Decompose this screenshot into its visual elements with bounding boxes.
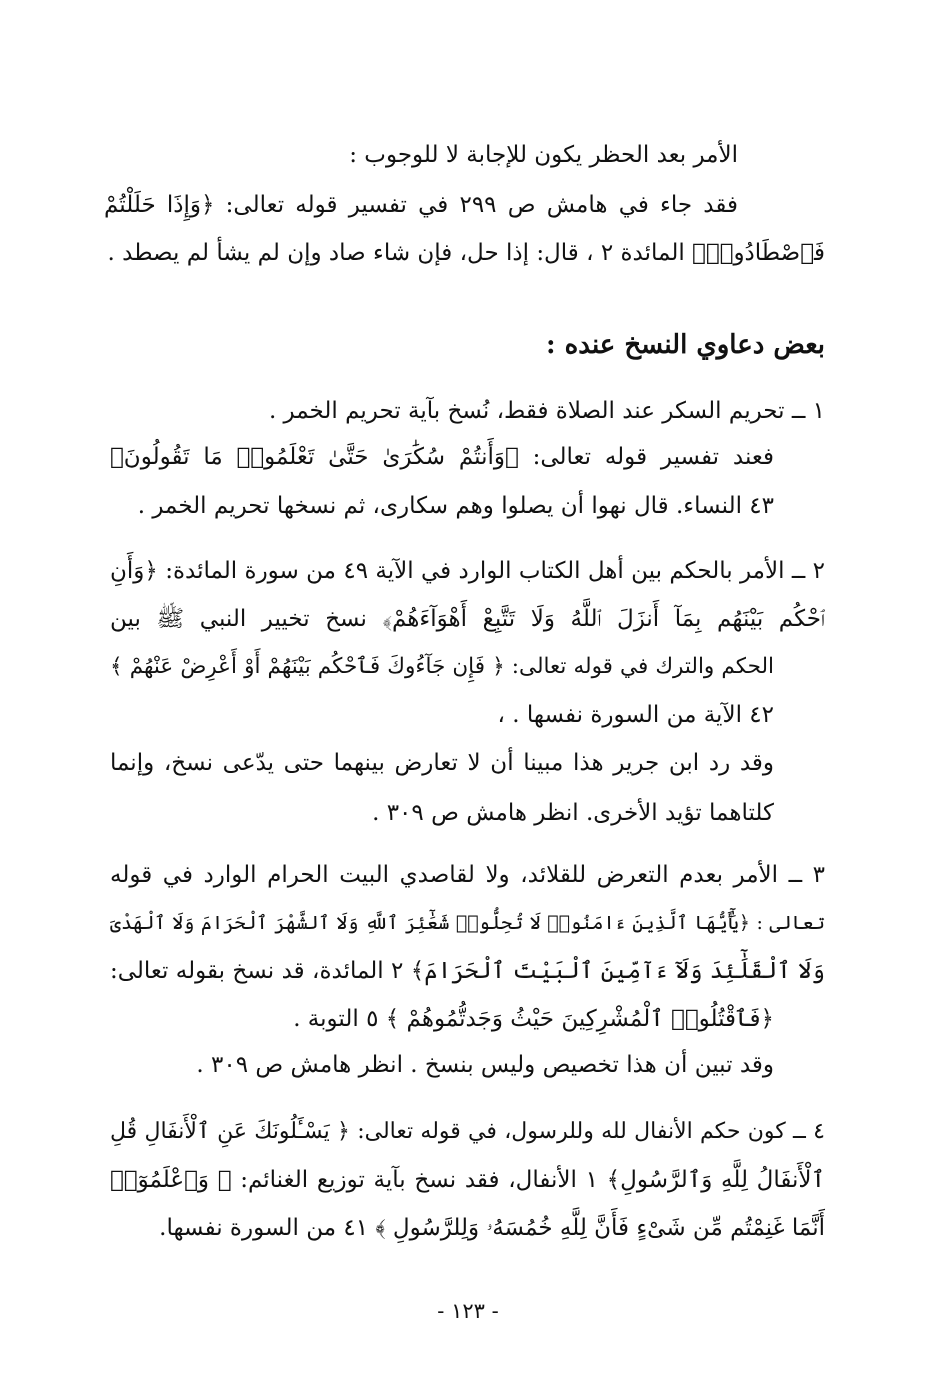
item-3-line-3: وَلَا ٱلْقَلَٰٓئِدَ وَلَآ ءَآمِّينَ ٱلْبَيْتَ ٱلْحَرَامَ﴾ ٢ المائدة، قد نسخ بقوله تعالى: xyxy=(110,958,825,984)
item-3-line-1: ٣ ــ الأمر بعدم التعرض للقلائد، ولا لقاصدي البيت الحرام الوارد في قوله xyxy=(110,862,825,888)
intro-line-3: فَٱصْطَادُوا۟﴾ المائدة ٢ ، قال: إذا حل، فإن شاء صاد وإن لم يشأ لم يصطد . xyxy=(107,240,825,266)
section-heading: بعض دعاوي النسخ عنده : xyxy=(546,330,825,360)
item-1-line-1: ١ ــ تحريم السكر عند الصلاة فقط، نُسخ بآية تحريم الخمر . xyxy=(268,398,825,424)
item-3-line-2: تعالى : ﴿يَٰٓأَيُّهَا ٱلَّذِينَ ءَامَنُوا۟ لَا تُحِلُّوا۟ شَعَٰٓئِرَ ٱللَّهِ وَلَا ٱلشَّهْرَ ٱلْحَرَامَ وَلَا ٱلْهَدْىَ xyxy=(110,912,825,934)
item-4-line-1: ٤ ــ كون حكم الأنفال لله وللرسول، في قوله تعالى: ﴿ يَسْـَٔلُونَكَ عَنِ ٱلْأَنفَالِ قُلِ xyxy=(110,1119,825,1144)
item-2-line-2: ٱحْكُم بَيْنَهُم بِمَآ أَنزَلَ ٱللَّهُ وَلَا تَتَّبِعْ أَهْوَآءَهُمْ﴾ نسخ تخيير النبي ﷺ بين xyxy=(110,606,825,632)
item-4-line-2: ٱلْأَنفَالُ لِلَّهِ وَٱلرَّسُولِ﴾ ١ الأنفال، فقد نسخ بآية توزيع الغنائم: ﴿ وَٱعْلَمُوٓا۟ xyxy=(110,1167,825,1193)
intro-line-1: الأمر بعد الحظر يكون للإجابة لا للوجوب : xyxy=(349,142,738,168)
item-2-line-4: ٤٢ الآية من السورة نفسها . ، xyxy=(497,702,774,728)
item-2-line-3: الحكم والترك في قوله تعالى: ﴿ فَإِن جَآءُوكَ فَٱحْكُم بَيْنَهُمْ أَوْ أَعْرِضْ عَنْهُمْ ﴾ xyxy=(110,654,774,679)
page-number: - ١٢٣ - xyxy=(437,1299,499,1323)
item-3-line-4: ﴿فَٱقْتُلُوا۟ ٱلْمُشْرِكِينَ حَيْثُ وَجَدتُّمُوهُمْ ﴾ ٥ التوبة . xyxy=(293,1006,774,1032)
item-2-line-5: وقد رد ابن جرير هذا مبينا أن لا تعارض بينهما حتى يدّعى نسخ، وإنما xyxy=(110,750,774,776)
item-1-line-2: فعند تفسير قوله تعالى: ﴿وَأَنتُمْ سُكَٰرَىٰ حَتَّىٰ تَعْلَمُوا۟ مَا تَقُولُونَ﴾ xyxy=(110,444,774,470)
item-3-line-5: وقد تبين أن هذا تخصيص وليس بنسخ . انظر هامش ص ٣٠٩ . xyxy=(196,1052,774,1078)
item-4-line-3: أَنَّمَا غَنِمْتُم مِّن شَىْءٍ فَأَنَّ لِلَّهِ خُمُسَهُۥ وَلِلرَّسُولِ ﴾ ٤١ من السورة نفسها. xyxy=(159,1215,825,1241)
item-2-line-1: ٢ ــ الأمر بالحكم بين أهل الكتاب الوارد في الآية ٤٩ من سورة المائدة: ﴿وَأَنِ xyxy=(110,558,825,584)
intro-line-2: فقد جاء في هامش ص ٢٩٩ في تفسير قوله تعالى: ﴿وَإِذَا حَلَلْتُمْ xyxy=(104,192,738,218)
item-2-line-6: كلتاهما تؤيد الأخرى. انظر هامش ص ٣٠٩ . xyxy=(372,800,774,826)
item-1-line-3: ٤٣ النساء. قال نهوا أن يصلوا وهم سكارى، ثم نسخها تحريم الخمر . xyxy=(137,493,774,519)
